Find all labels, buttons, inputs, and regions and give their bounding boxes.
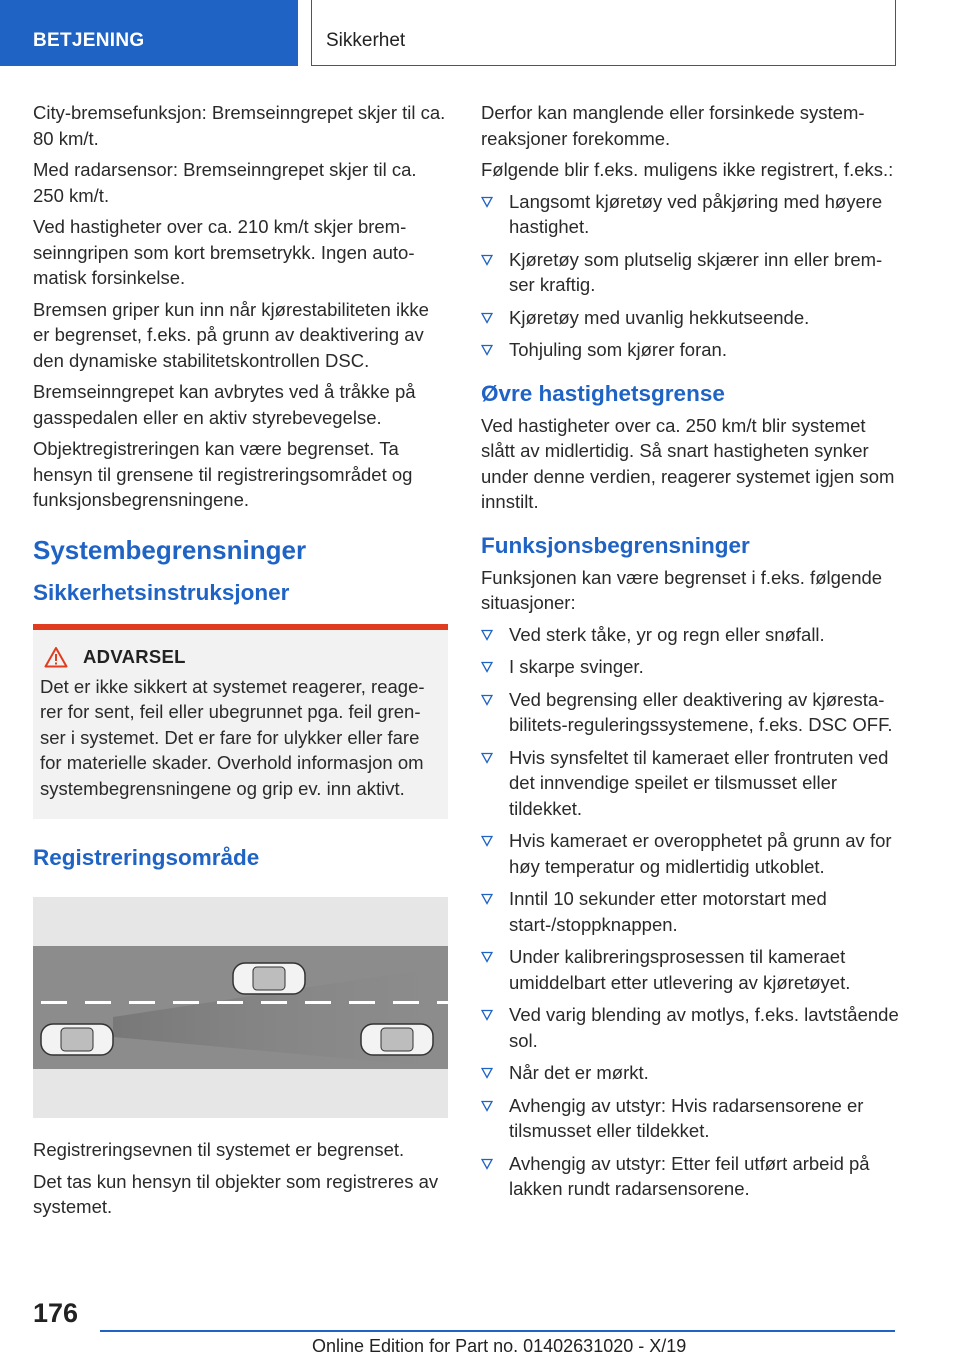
list-item-text: Når det er mørkt.	[509, 1062, 649, 1083]
triangle-right-icon	[481, 1009, 493, 1021]
list-item-text: Kjøretøy som plutselig skjærer inn eller bremser kraftig.	[509, 248, 883, 295]
heading-system-limits: Systembegrensninger	[33, 534, 307, 565]
list-item-text: Ved begrensing eller deaktivering av kjørestabilitets-reguleringssystemene, f.eks. DSC OFF.	[509, 688, 893, 735]
page-header	[0, 0, 960, 66]
triangle-right-icon	[481, 196, 493, 208]
list-item-text: Hvis kameraet er overopphetet på grunn av for høy temperatur og midlertidig utkoblet.	[509, 830, 892, 877]
list-item	[481, 828, 901, 879]
list-item	[481, 1151, 901, 1202]
list-item	[481, 305, 901, 331]
paragraph: Det tas kun hensyn til objekter som registreres av systemet.	[33, 1170, 439, 1217]
list-item	[481, 687, 901, 738]
list-item-text: Langsomt kjøretøy ved påkjøring med høyere hastighet.	[509, 190, 883, 237]
triangle-right-icon	[481, 1067, 493, 1079]
heading-upper-speed-limit: Øvre hastighetsgrense	[481, 380, 725, 406]
warning-box	[33, 624, 448, 820]
paragraph: Ved hastigheter over ca. 250 km/t blir systemet slått av midlertidig. Så snart hastigheten synker under denne verdien, reagerer systemet igjen som innstilt.	[481, 414, 895, 512]
triangle-right-icon	[481, 951, 493, 963]
warning-title: ADVARSEL	[83, 645, 186, 667]
list-item	[481, 1060, 901, 1086]
footer-edition: Online Edition for Part no. 01402631020 - X/19	[312, 1336, 687, 1356]
paragraph: Med radarsensor: Bremseinngrepet skjer til ca. 250 km/t.	[33, 159, 417, 206]
section-label: BETJENING	[33, 30, 145, 51]
triangle-right-icon	[481, 1100, 493, 1112]
detection-range-illustration	[33, 897, 448, 1118]
bullet-list-function-limits	[481, 622, 901, 1202]
list-item	[481, 189, 901, 240]
right-column	[481, 100, 901, 1212]
triangle-right-icon	[481, 661, 493, 673]
page-number: 176	[33, 1298, 79, 1328]
heading-safety-instructions: Sikkerhetsinstruksjoner	[33, 579, 290, 605]
chapter-label: Sikkerhet	[326, 30, 406, 51]
paragraph: Derfor kan manglende eller forsinkede systemreaksjoner forekomme.	[481, 102, 865, 149]
paragraph: Ved hastigheter over ca. 210 km/t skjer bremseinngripen som kort bremsetrykk. Ingen automatisk forsinkelse.	[33, 216, 415, 288]
section-tab	[0, 0, 298, 66]
triangle-right-icon	[481, 752, 493, 764]
car-ahead-other-lane	[233, 963, 305, 994]
list-item	[481, 1002, 901, 1053]
list-item-text: Ved sterk tåke, yr og regn eller snøfall.	[509, 623, 825, 645]
list-item	[481, 944, 901, 995]
triangle-right-icon	[481, 835, 493, 847]
list-item	[481, 622, 901, 648]
heading-function-limits: Funksjonsbegrensninger	[481, 532, 750, 558]
paragraph: Følgende blir f.eks. muligens ikke registrert, f.eks.:	[481, 159, 894, 180]
list-item	[481, 247, 901, 298]
list-item-text: Inntil 10 sekunder etter motorstart med start-/stoppknappen.	[509, 888, 827, 935]
list-item	[481, 745, 901, 822]
list-item-text: Tohjuling som kjører foran.	[509, 339, 727, 360]
list-item-text: Under kalibreringsprosessen til kameraet umiddelbart etter utlevering av kjøretøyet.	[509, 946, 851, 993]
list-item	[481, 1093, 901, 1144]
triangle-right-icon	[481, 312, 493, 324]
warning-header	[40, 646, 440, 668]
triangle-right-icon	[481, 254, 493, 266]
paragraph: Funksjonen kan være begrenset i f.eks. følgende situasjoner:	[481, 566, 883, 613]
paragraph: Bremsen griper kun inn når kjørestabiliteten ikke er begrenset, f.eks. på grunn av deaktivering av den dynamiske stabilitetskontrollen DSC.	[33, 298, 429, 371]
list-item	[481, 654, 901, 680]
list-item-text: I skarpe svinger.	[509, 656, 644, 677]
list-item-text: Ved varig blending av motlys, f.eks. lavtstående sol.	[509, 1004, 899, 1051]
bullet-list-not-detected	[481, 189, 901, 363]
list-item-text: Avhengig av utstyr: Etter feil utført arbeid på lakken rundt radarsensorene.	[509, 1152, 870, 1199]
heading-detection-range: Registreringsområde	[33, 845, 260, 870]
list-item	[481, 337, 901, 363]
triangle-right-icon	[481, 344, 493, 356]
list-item-text: Avhengig av utstyr: Hvis radarsensorene er tilsmusset eller tildekket.	[509, 1094, 864, 1141]
list-item-text: Hvis synsfeltet til kameraet eller frontruten ved det innvendige speilet er tilsmusset eller tildekket.	[509, 746, 889, 819]
triangle-right-icon	[481, 629, 493, 641]
list-item-text: Kjøretøy med uvanlig hekkutseende.	[509, 306, 810, 328]
triangle-right-icon	[481, 893, 493, 905]
car-ahead-same-lane	[361, 1024, 433, 1055]
paragraph: Objektregistreringen kan være begrenset. Ta hensyn til grensene til registreringsområdet og funksjonsbegrensningene.	[33, 438, 413, 510]
footer-divider	[100, 1330, 895, 1332]
triangle-right-icon	[481, 1158, 493, 1170]
warning-triangle-icon	[44, 646, 68, 668]
paragraph: Registreringsevnen til systemet er begrenset.	[33, 1139, 405, 1160]
chapter-tab	[311, 0, 896, 66]
paragraph: City-bremsefunksjon: Bremseinngrepet skjer til ca. 80 km/t.	[33, 102, 446, 149]
left-column	[33, 100, 448, 1226]
car-own	[41, 1024, 113, 1055]
paragraph: Bremseinngrepet kan avbrytes ved å tråkke på gasspedalen eller en aktiv styrebevegelse.	[33, 381, 416, 428]
triangle-right-icon	[481, 694, 493, 706]
list-item	[481, 886, 901, 937]
warning-text: Det er ikke sikkert at systemet reagerer, reagerer for sent, feil eller ubegrunnet pga. feil grenser i systemet. Det er fare for ulykker eller fare for materielle skader. Overhold informasjon om systembegrensningene og grip ev. inn aktivt.	[40, 675, 425, 799]
